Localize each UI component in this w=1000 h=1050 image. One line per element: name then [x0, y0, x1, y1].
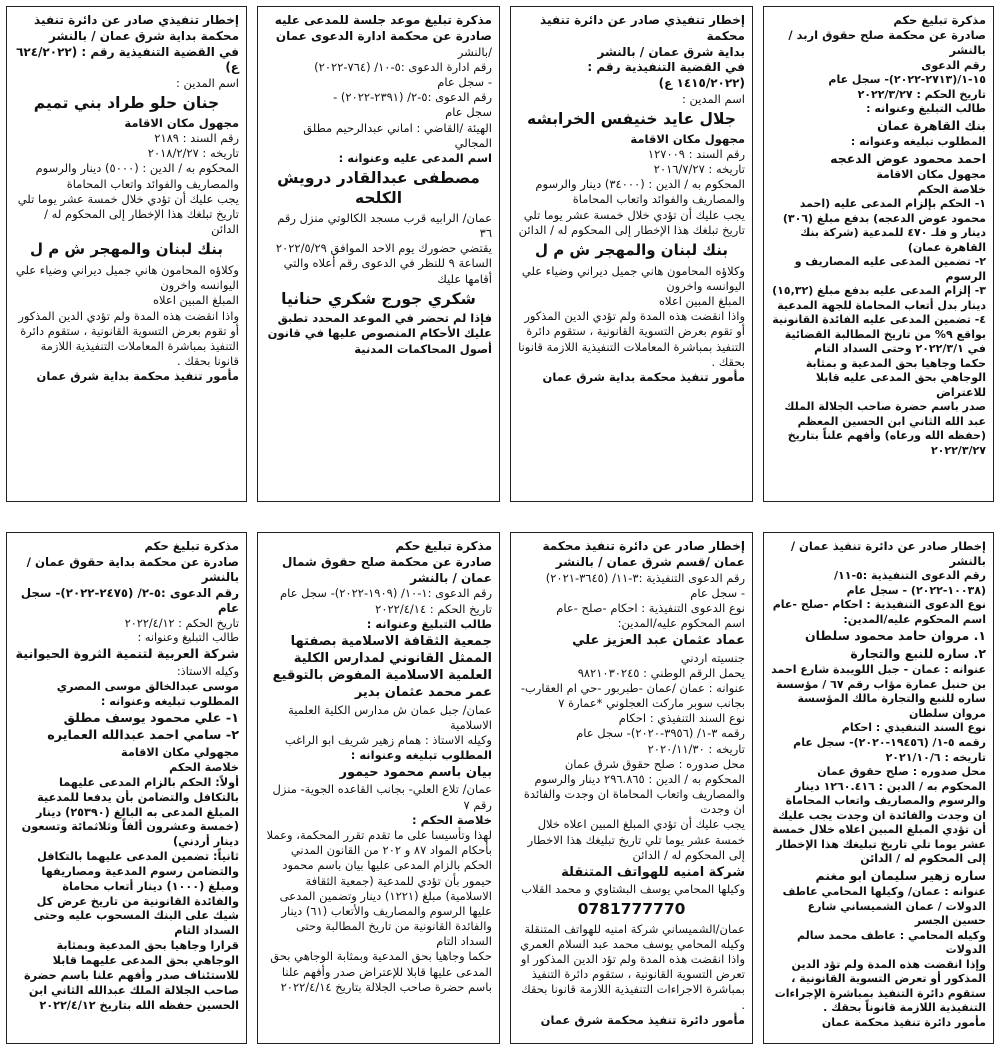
notice-line: مأمور دائرة تنفيذ محكمة شرق عمان	[540, 1012, 745, 1027]
notice-line: تاريخه : ٢٠١٦/٧/٢٧	[653, 162, 745, 177]
notice-line: ٢- تضمين المدعى عليه المصاريف و الرسوم	[794, 255, 986, 283]
notice-line: اسم المحكوم عليه/المدين:	[843, 612, 986, 626]
notice-line: (١٠٠٣٨-٢٠٢٢) - سجل عام	[846, 583, 986, 597]
notice-line: جنسيته اردني	[680, 650, 745, 665]
notice-line: مذكرة تبليغ موعد جلسة للمدعى عليه	[274, 13, 492, 27]
notice-line: ١- الحكم بإلزام المدعى عليه (احمد محمود عوض الدعجه) بدفع مبلغ (٣٠٦) دينار و فلـ ٤٧٠ للمدعية (شركة بنك القاهرة عمان)	[782, 197, 986, 254]
notice-line: ساره زهير سليمان ابو مغنم	[815, 867, 986, 883]
notice-line: عمان/ جبل عمان ش مدارس الكلية العلمية الاسلامية	[288, 702, 492, 732]
notice-line: أولاً: الحكم بالزام المدعى عليهما بالتكافل والتضامن بأن يدفعا للمدعية المبلغ المدعى به البالغ (٢٥٣٩٠) دينار (خمسة وعشرون ألفاً وثلاثمائة وتسعون دينار أردني)	[21, 775, 239, 849]
notice-line: عماد عثمان عبد العزيز علي	[572, 633, 745, 649]
notice-line: مجهول مكان الاقامة	[630, 131, 745, 146]
notice-line: إخطار تنفيذي صادر عن دائرة تنفيذ محكمة	[540, 13, 745, 43]
notice-line: وكيله الاستاذ:	[176, 665, 239, 679]
notice-line: نوع الدعوى التنفيذية : احكام -صلح -عام	[556, 601, 745, 615]
notice-line: محكمة بداية شرق عمان / بالنشر	[48, 28, 239, 43]
notice-line: عنوانه : عمان /عمان -طبربور -حي ام العقارب-بجانب سوبر ماركت العجلوني *عمارة ٧	[520, 680, 745, 711]
notice-line: المطلوب تبليغه وعنوانه :	[350, 748, 492, 763]
notice-line: رقم الدعوى التنفيذية :٣-١١/ (٣٦٤٥-٢٠٢١)	[545, 570, 745, 585]
notice-line: اسم المدين :	[175, 76, 239, 91]
notice-line: وكلاؤه المحامون هاني جميل ديراني وضياء علي اليوانسه واخرون	[521, 263, 745, 293]
notice-line: موسى عبدالخالق موسى المصري	[56, 679, 239, 693]
notice-line: صادرة عن محكمة صلح حقوق شمال عمان / بالنشر	[282, 554, 492, 585]
notice-line: مأمور تنفيذ محكمة بداية شرق عمان	[542, 369, 745, 384]
notice-line: بيان باسم محمود حيمور	[339, 765, 492, 781]
notice-line: مأمور تنفيذ محكمة بداية شرق عمان	[36, 369, 239, 384]
notice-line: ٤- تضمين المدعى عليه الفائدة القانونية بواقع ٩% من تاريخ المطالبة القضائية في ٢٠٢٢/٣/١ وحتى السداد التام	[772, 313, 986, 356]
notice-line: المحكوم به / الدين : (٥٠٠٠) دينار والرسوم والمصاريف والفوائد واتعاب المحاماة	[35, 161, 239, 191]
notice-line: المطلوب تبليغه وعنوانه :	[850, 135, 986, 149]
notice-line: محل صدوره : صلح حقوق عمان	[817, 765, 986, 779]
notice-line: مأمور دائرة تنفيذ محكمة عمان	[821, 1015, 986, 1029]
notice-line: جنان حلو طراد بني تميم	[33, 94, 220, 113]
notice-line: ثانياً: تضمين المدعى عليهما بالتكافل والتضامن رسوم المدعية ومصاريفها ومبلغ (١٠٠٠) دينار أتعاب محاماة والفائدة القانونية من تاريخ عرض كل شيك على البنك المسحوب عليه وحتى السداد التام	[33, 850, 239, 938]
notice-line: حكما وجاهيا بحق المدعية و بمثابة الوجاهي بحق المدعى عليه قابلا للاعتراض	[805, 356, 986, 399]
notice-line: مجهول مكان الاقامة	[124, 115, 239, 130]
notice-line: يجب عليك أن تؤدي المبلغ المبين اعلاه خلال خمسة عشر يوما تلي تاريخ تبليغك هذا الاخطار إلى المحكوم له / الدائن	[527, 817, 745, 862]
notice-line: إخطار صادر عن دائرة تنفيذ عمان / بالنشر	[790, 539, 986, 569]
notice-judgment-irbid	[763, 6, 994, 502]
notice-line: تاريخه : ٢٠٢١/١٠/٦	[885, 750, 986, 764]
notice-line: وكيله المحامي : عاطف محمد سالم الدولات	[797, 928, 986, 957]
notice-judgment-livestock	[6, 532, 247, 1044]
notice-line: وكلاؤه المحامون هاني جميل ديراني وضياء علي اليوانسه واخرون	[15, 263, 239, 293]
notice-line: واذا انقضت هذه المدة ولم تؤدي الدين المذكور أو تقوم بعرض التسوية القانونية ، ستقوم دائرة التنفيذ بمباشرة المعاملات التنفيذية اللازمة قانونا بحقك .	[18, 308, 239, 369]
notice-line: رقمه ٣-١/ (٣٩٥٦-٢٠٢٠)- سجل عام	[576, 726, 745, 741]
notice-execution-marwan	[763, 532, 994, 1044]
notice-line: محل صدوره : صلح حقوق شرق عمان	[564, 756, 745, 771]
notice-line: المحكوم به / الدين : ١٢٦٠.٤١٦ دينار والرسوم والمصاريف واتعاب المحاماة ان وجدت والفائدة ان وجدت يجب عليك أن تؤدي المبلغ المبين اعلاه خلال خمسة عشر يوما تلي تاريخ تبليغك هذا الإخطار إلى المحكوم له / الدائن	[772, 779, 986, 866]
notice-line: اسم المحكوم عليه/المدين:	[617, 616, 745, 631]
notice-line: شركة امنيه للهواتف المتنقلة	[561, 864, 745, 880]
notice-line: شركة العربية لتنمية الثروة الحيوانية	[15, 647, 239, 663]
notice-line: رقم الدعوى	[921, 58, 986, 72]
notice-line: رقم الدعوى التنفيذية :٥-١١/	[833, 569, 986, 583]
notice-line: بنك لبنان والمهجر ش م ل	[29, 240, 224, 259]
notice-line: ١. مروان حامد محمود سلطان	[804, 628, 986, 644]
notice-line: نوع الدعوى التنفيذية : احكام -صلح -عام	[772, 598, 986, 612]
notice-execution-umniah	[510, 532, 753, 1044]
notice-line: مذكرة تبليغ حكم	[395, 539, 492, 553]
notice-line: يجب عليك أن تؤدي خلال خمسة عشر يوما تلي تاريخ تبلغك هذا الإخطار إلى المحكوم له / الدائن	[518, 207, 745, 237]
notice-line: صادرة عن محكمة صلح حقوق اربد / بالنشر	[788, 28, 986, 58]
notice-line: اسم المدين :	[681, 92, 745, 107]
notice-line: تاريخه : ٢٠١٨/٢/٢٧	[147, 146, 239, 161]
notice-line: رقم ادارة الدعوى :٥-١٠/ (٧٦٤-٢٠٢٢)	[314, 59, 492, 74]
notice-line: اسم المدعى عليه وعنوانه :	[338, 150, 492, 165]
notice-line: رقم الدعوى :٥-٢/ (٢٤٧٥-٢٠٢٢)- سجل عام	[20, 585, 239, 615]
notice-line: الهيئة /القاضي : اماني عبدالرحيم مطلق المجالي	[303, 120, 492, 150]
notice-line: مجهول مكان الاقامة	[876, 168, 986, 182]
notice-line: إخطار تنفيذي صادر عن دائرة تنفيذ	[34, 13, 239, 27]
notice-line: عنوانه : عمان/ وكيلها المحامي عاطف الدولات / عمان الشميساني شارع حسين الجسر	[782, 885, 986, 928]
notice-line: ٢. ساره للنبع والتجارة	[850, 645, 986, 661]
notice-line: - سجل عام	[690, 585, 745, 600]
notice-execution-jalal	[510, 6, 753, 502]
notice-line: رقم الدعوى :٥-٢/ (٢٣٩١-٢٠٢٢) -	[333, 90, 492, 105]
notice-line: نوع السند التنفيذي : احكام	[841, 721, 986, 735]
notice-line: 0781777770	[577, 900, 686, 919]
notice-line: تاريخه : ٢٠٢٠/١١/٣٠	[647, 741, 745, 756]
notice-line: سجل عام	[445, 105, 492, 120]
notice-line: مذكرة تبليغ حكم	[144, 539, 239, 553]
notice-line: شكري جورج شكري حنانيا	[281, 289, 476, 308]
notice-line: المحكوم به / الدين : ٢٩٦.٨٦٥ دينار والرسوم والمصاريف واتعاب المحاماة ان وجدت والفائدة ان وجدت	[523, 771, 745, 817]
notice-line: بنك لبنان والمهجر ش م ل	[534, 240, 729, 259]
notice-line: رقم السند : ٢١٨٩	[154, 131, 239, 146]
notice-line: رقم السند : ١٢٧٠٠٩	[647, 146, 745, 161]
notice-line: يحمل الرقم الوطني : ٩٨٢١٠٣٠٢٤٥	[577, 665, 745, 680]
notice-execution-jinan	[6, 6, 247, 502]
notice-line: لهذا وتأسيسا على ما تقدم تقرر المحكمة، وعملا بأحكام المواد ٨٧ و ٢٠٢ من القانون المدني الحكم بالزام المدعى عليها بيان باسم محمود حيمور بأن تؤدي للمدعية (جمعية الثقافة الاسلامية) مبلغ (١٢٢١) دينار وتضمين المدعى عليها الرسوم والمصاريف والأتعاب (٦١) دينار والفائدة القانونية من تاريخ المطالبة وحتى السداد التام	[266, 827, 492, 949]
notice-line: في القضية التنفيذية رقم : (١٤١٥/٢٠٢٢ ع)	[587, 60, 745, 91]
notice-line: ٣- إلزام المدعى عليه بدفع مبلغ (١٥,٣٢) دينار بدل أتعاب المحاماة للجهة المدعية	[772, 284, 986, 312]
notice-line: تاريخ الحكم : ٢٠٢٢/٤/١٤	[375, 601, 492, 616]
notice-line: يجب عليك أن تؤدي خلال خمسة عشر يوما تلي تاريخ تبلغك هذا الإخطار إلى المحكوم له / الدائن	[17, 191, 239, 237]
notice-line: (حفظه الله ورعاه) وأفهم علناً بتاريخ ٢٠٢٢/٣/٢٧	[787, 429, 986, 457]
notice-line: مصطفى عبدالقادر درويش الكلحه	[277, 169, 480, 208]
notice-line: عمان/ الرابيه قرب مسجد الكالوتي منزل رقم ٣٦	[277, 210, 492, 241]
notice-line: طالب التبليغ وعنوانه :	[866, 102, 986, 116]
notice-line: صدر باسم حضرة صاحب الجلالة الملك عبد الله الثاني ابن الحسين المعظم	[784, 400, 986, 428]
notice-line: صادرة عن محكمة ادارة الدعوى عمان	[275, 28, 492, 43]
notice-line: - سجل عام	[437, 75, 492, 89]
notice-line: /بالنشر	[457, 44, 492, 59]
notice-line: المحكوم به / الدين : (٣٤٠٠٠) دينار والرسوم والمصاريف والفوائد واتعاب المحاماة	[535, 177, 745, 207]
notice-line: يقتضي حضورك يوم الاحد الموافق ٢٠٢٢/٥/٢٩ الساعة ٩ للنظر في الدعوى رقم أعلاه والتي أقامها عليك	[275, 241, 492, 286]
notice-hearing-mustafa	[257, 6, 500, 502]
notice-line: احمد محمود عوض الدعجه	[830, 150, 986, 166]
notice-line: عمان/ تلاع العلي- بجانب القاعده الجوية- منزل رقم ٧	[272, 782, 492, 812]
notice-line: فإذا لم تحضر في الموعد المحدد تطبق عليك الأحكام المنصوص عليها في قانون أصول المحاكمات المدنية	[267, 311, 492, 356]
notice-line: خلاصة الحكم	[169, 761, 239, 775]
notice-line: المبلغ المبين اعلاه	[152, 293, 239, 308]
notice-line: رقم الدعوى :١-١٠/ (١٩٠٩-٢٠٢٢)- سجل عام	[280, 586, 492, 601]
notice-line: في القضية التنفيذية رقم : (٦٢٤/٢٠٢٢ ع)	[16, 44, 239, 75]
notice-judgment-islamic-culture	[257, 532, 500, 1044]
notice-line: عنوانه : عمان - جبل اللويبدة شارع احمد بن حنبل عمارة مؤاب رقم ٦٧ / مؤسسة ساره للنبع والتجارة مالك المؤسسة مروان سلطان	[771, 663, 986, 720]
notice-line: بنك القاهرة عمان	[877, 117, 986, 133]
notice-line: صادرة عن محكمة بداية حقوق عمان / بالنشر	[26, 554, 239, 584]
notice-line: خلاصة الحكم	[917, 182, 986, 196]
notice-line: إخطار صادر عن دائرة تنفيذ محكمة عمان /قسم شرق عمان / بالنشر	[542, 539, 745, 569]
notice-line: طالب التبليغ وعنوانه :	[137, 631, 239, 645]
notice-line: بداية شرق عمان / بالنشر	[597, 44, 745, 59]
notice-line: وكيلها المحامي يوسف البشتاوي و محمد القلاب	[521, 882, 745, 897]
notice-line: خلاصة الحكم :	[412, 812, 492, 827]
notice-line: المطلوب تبليغه وعنوانه :	[100, 694, 239, 708]
notice-line: ١٥-١/(٢٧١٣-٢٠٢٢)- سجل عام	[828, 73, 986, 87]
notice-line: مذكرة تبليغ حكم	[893, 13, 986, 27]
notice-line: حكما وجاهيا بحق المدعية وبمثابة الوجاهي بحق المدعى عليها قابلا للإعتراض صدر وأفهم علنا باسم حضرة صاحب الجلالة بتاريخ ٢٠٢٢/٤/١٤	[270, 949, 492, 994]
notice-line: واذا انقضت هذه المدة ولم تؤدي الدين المذكور أو تقوم بعرض التسوية القانونية ، ستقوم دائرة التنفيذ بمباشرة المعاملات التنفيذية اللازمة قانونا بحقك .	[518, 309, 745, 369]
notice-line: قرارا وجاهيا بحق المدعية وبمثابة الوجاهي بحق المدعى عليهما قابلا للاستئناف صدر وأفهم علنا باسم حضرة صاحب الجلالة الملك عبدالله الثاني ابن الحسين حفظه الله بتاريخ ٢٠٢٢/٤/١٢	[23, 939, 239, 1012]
notice-line: وإذا انقضت هذه المدة ولم تؤد الدين المذكور أو تعرض التسوية القانونية ، ستقوم دائرة التنفيذ بمباشرة الإجراءات التنفيذية اللازمة قانوناً بحقك .	[774, 957, 986, 1015]
notice-line: ٢- سامي احمد عبدالله العمايره	[47, 728, 239, 744]
notice-line: طالب التبليغ وعنوانه :	[366, 616, 492, 631]
notice-line: تاريخ الحكم : ٢٠٢٢/٣/٢٧	[857, 87, 986, 101]
notice-line: نوع السند التنفيذي : احكام	[618, 711, 745, 726]
notice-line: وكيله الاستاذ : همام زهير شريف ابو الراغب	[284, 732, 492, 747]
notice-line: رقمه ٥-١/ (١٩٤٥٦-٢٠٢٠)- سجل عام	[793, 735, 986, 749]
notice-line: مجهولي مكان الاقامة	[121, 746, 239, 760]
notice-line: تاريخ الحكم : ٢٠٢٢/٤/١٢	[124, 616, 239, 630]
notice-line: ١- علي محمود يوسف مطلق	[63, 710, 239, 726]
notice-line: المبلغ المبين اعلاه	[658, 294, 745, 309]
notice-line: عمان/الشميساني شركة امنيه للهواتف المتنقلة وكيله المحامي يوسف محمد عبد السلام العمري واذا انقضت هذه المدة ولم تؤد الدين المذكور او تعرض التسوية القانونية ، ستقوم دائرة التنفيذ بمباشرة الاجراءات التنفيذية اللازمة قانونا بحقك .	[520, 921, 745, 1012]
notice-line: جمعية الثقافة الاسلامية بصفتها الممثل القانوني لمدارس الكلية العلمية الاسلامية المفوض بالتوقيع عمر محمد عثمان بدير	[272, 634, 492, 701]
notice-line: جلال عايد خنيفس الخرابشه	[527, 110, 736, 129]
